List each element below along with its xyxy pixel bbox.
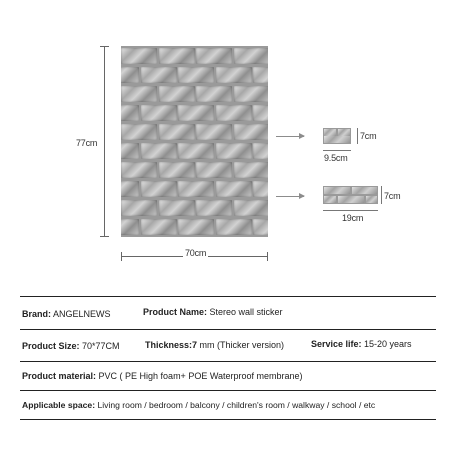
brick — [216, 67, 252, 83]
brick — [178, 67, 214, 83]
applicable-space-label: Applicable space: — [22, 400, 96, 410]
divider-3 — [20, 361, 436, 362]
brick — [196, 48, 232, 64]
brick — [141, 219, 177, 235]
brand-value: ANGELNEWS — [51, 309, 111, 319]
brick — [121, 219, 139, 235]
arrow-to-large-tile — [276, 196, 304, 197]
brick — [196, 86, 232, 102]
brick — [121, 143, 139, 159]
width-dimension-tick-right — [267, 252, 268, 261]
large-tile-width-label: 19cm — [342, 213, 364, 223]
brick — [234, 200, 269, 216]
material-label: Product material: — [22, 371, 97, 381]
brick — [216, 105, 252, 121]
material-value: PVC ( PE High foam+ POE Waterproof membrane) — [96, 371, 303, 381]
brick — [121, 67, 139, 83]
product-size-value: 70*77CM — [79, 341, 120, 351]
brick — [196, 200, 232, 216]
large-tile-height-label: 7cm — [384, 191, 401, 201]
brick — [253, 105, 268, 121]
width-dimension-tick-left — [121, 252, 122, 261]
brick — [121, 105, 139, 121]
large-tile-height-line — [381, 186, 382, 204]
height-dimension-tick-bottom — [100, 236, 109, 237]
brick — [178, 105, 214, 121]
brick-row — [121, 180, 268, 198]
brick — [141, 181, 177, 197]
small-tile-height-label: 7cm — [360, 131, 377, 141]
small-tile-width-line — [323, 150, 351, 151]
brick — [216, 143, 252, 159]
brick — [159, 200, 195, 216]
brick — [121, 48, 157, 64]
brick — [121, 181, 139, 197]
height-dimension-tick-top — [100, 46, 109, 47]
product-size-label: Product Size: — [22, 341, 80, 351]
brick — [253, 67, 268, 83]
brick — [141, 105, 177, 121]
height-dimension-line — [104, 46, 105, 237]
divider-bottom — [20, 419, 436, 420]
brick — [159, 124, 195, 140]
brick-row — [121, 85, 268, 103]
brick — [159, 86, 195, 102]
brick — [121, 200, 157, 216]
divider-4 — [20, 390, 436, 391]
brick-row — [121, 199, 268, 217]
large-tile-image — [323, 186, 378, 204]
thickness-spec — [145, 340, 284, 350]
applicable-space-value: Living room / bedroom / balcony / children's room / walkway / school / etc — [95, 400, 376, 410]
brick — [196, 162, 232, 178]
brick-row — [121, 104, 268, 122]
brick — [196, 124, 232, 140]
brick — [121, 124, 157, 140]
brand-label: Brand: — [22, 309, 51, 319]
service-life-label: Service life: — [311, 339, 362, 349]
width-label: 70cm — [185, 248, 207, 258]
brick — [234, 124, 269, 140]
brick — [216, 219, 252, 235]
brick-panel-image — [121, 46, 268, 237]
brick — [234, 86, 269, 102]
product-size-spec — [22, 341, 120, 351]
brick — [253, 181, 268, 197]
brick-row — [121, 218, 268, 236]
service-life-spec — [311, 339, 412, 349]
product-name-value: Stereo wall sticker — [207, 307, 283, 317]
brick — [141, 67, 177, 83]
product-name-label: Product Name: — [143, 307, 208, 317]
material-spec — [22, 371, 303, 381]
brick — [121, 86, 157, 102]
brick — [253, 143, 268, 159]
height-label: 77cm — [76, 138, 98, 148]
divider-top — [20, 296, 436, 297]
brick — [178, 181, 214, 197]
small-tile-image — [323, 128, 351, 144]
brick — [234, 162, 269, 178]
brick — [159, 48, 195, 64]
brick-row — [121, 161, 268, 179]
arrow-to-small-tile — [276, 136, 304, 137]
service-life-value: 15-20 years — [361, 339, 412, 349]
brick-row — [121, 123, 268, 141]
brick — [178, 219, 214, 235]
applicable-space-spec — [22, 400, 375, 410]
brick — [234, 48, 269, 64]
brick-row — [121, 142, 268, 160]
brick — [216, 181, 252, 197]
brand-spec — [22, 309, 111, 319]
small-tile-width-label: 9.5cm — [324, 153, 348, 163]
large-tile-width-line — [323, 210, 378, 211]
brick — [141, 143, 177, 159]
brick — [253, 219, 268, 235]
thickness-value: mm (Thicker version) — [197, 340, 285, 350]
small-tile-height-line — [357, 128, 358, 144]
brick-row — [121, 66, 268, 84]
thickness-label: Thickness: — [145, 340, 193, 350]
brick-row — [121, 47, 268, 65]
thickness-number: 7 — [192, 340, 198, 350]
product-name-spec — [143, 307, 283, 317]
brick — [178, 143, 214, 159]
brick — [159, 162, 195, 178]
divider-2 — [20, 329, 436, 330]
brick — [121, 162, 157, 178]
